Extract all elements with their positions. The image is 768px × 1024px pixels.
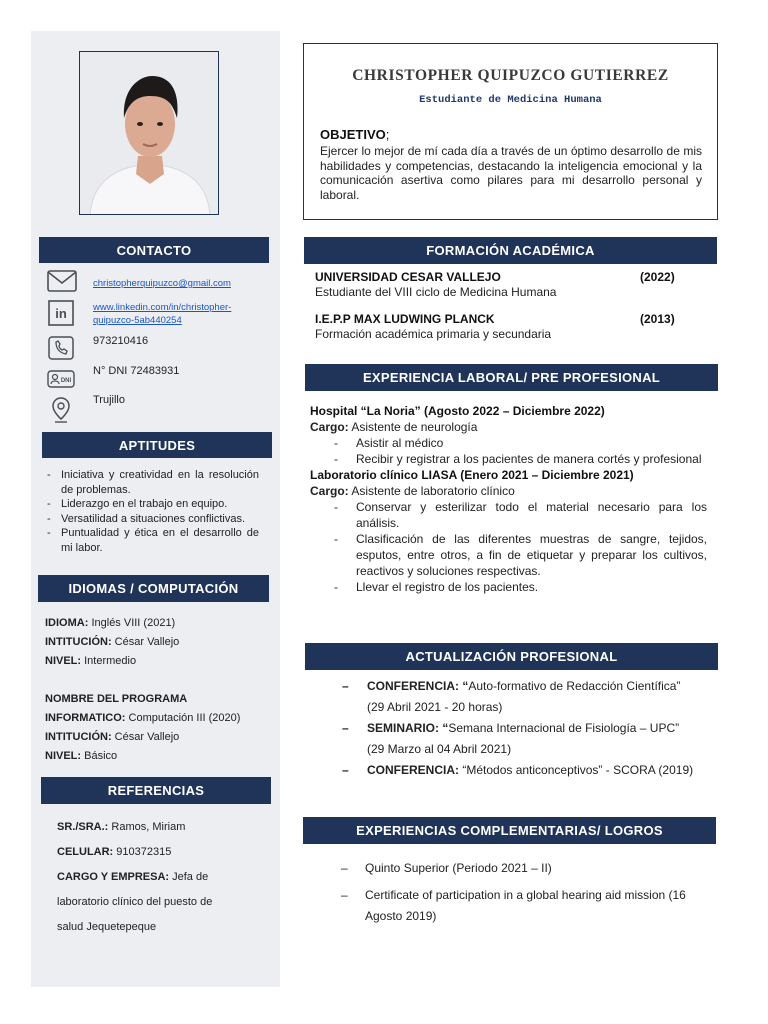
references-title: REFERENCIAS [107, 783, 205, 798]
list-item [305, 760, 695, 781]
inst-value: César Vallejo [114, 636, 180, 648]
update-text-2: Semana Internacional de Fisiología – UPC” (29 Marzo al 04 Abril 2021) [367, 721, 680, 756]
ref-job-1: Jefa de [172, 871, 209, 883]
achievements-title: EXPERIENCIAS COMPLEMENTARIAS/ LOGROS [356, 823, 663, 838]
languages-block [45, 614, 275, 766]
objective-text: Ejercer lo mejor de mí cada día a través de un óptimo desarrollo de mis habilidades y competencias, destacando la inteligencia emocional y la comunicación asertiva como pilares para mi desarrollo personal y laboral. [320, 144, 702, 202]
list-item: - Liderazgo en el trabajo en equipo. [41, 497, 259, 512]
references-header [41, 777, 271, 804]
id-card-icon [46, 368, 76, 390]
aptitudes-list [41, 468, 259, 564]
email-link[interactable]: christopherquipuzco@gmail.com [93, 278, 231, 289]
list-item: - Llevar el registro de los pacientes. [310, 579, 707, 595]
edu-school-1: UNIVERSIDAD CESAR VALLEJO [315, 270, 501, 284]
list-item: - Puntualidad y ética en el desarrollo de mi labor. [41, 526, 259, 555]
cv-name: CHRISTOPHER QUIPUZCO GUTIERREZ [352, 67, 669, 84]
objective-title: OBJETIVO [320, 127, 386, 142]
lang-label: IDIOMA: [45, 617, 89, 629]
experience-header [305, 364, 718, 391]
cv-subtitle: Estudiante de Medicina Humana [419, 94, 602, 106]
experience-block [310, 403, 707, 595]
ref-phone-label: CELULAR: [57, 846, 114, 858]
edu-year-1: (2022) [640, 270, 675, 284]
list-item [305, 676, 695, 718]
inst2-label: INTITUCIÓN: [45, 731, 112, 743]
inst2-value: César Vallejo [114, 731, 180, 743]
objective: OBJETIVO; Ejercer lo mejor de mí cada día a través de un óptimo desarrollo de mis habilidades y competencias, destacando la inteligencia emocional y la comunicación asertiva como pilares para mi desarrollo personal y laboral. [320, 127, 702, 202]
list-item: - Clasificación de las diferentes muestras de sangre, tejidos, esputos, entre otros, a fin de etiquetar y preparar los cultivos, reactivos y soluciones respectivas. [310, 531, 707, 579]
languages-header [38, 575, 269, 602]
list-item: - Versatilidad a situaciones conflictivas. [41, 512, 259, 527]
update-text-3: “Métodos anticonceptivos” - SCORA (2019) [462, 763, 694, 777]
update-label-3: CONFERENCIA: [367, 763, 463, 777]
profile-photo [79, 51, 219, 215]
list-item: – Quinto Superior (Periodo 2021 – II) [304, 858, 714, 879]
update-label-1: CONFERENCIA: “ [367, 679, 469, 693]
list-item: - Iniciativa y creatividad en la resolución de problemas. [41, 468, 259, 497]
updates-title: ACTUALIZACIÓN PROFESIONAL [405, 649, 618, 664]
linkedin-link[interactable]: www.linkedin.com/in/christopher-quipuzco-5ab440254 [93, 302, 232, 326]
references-block [57, 815, 267, 940]
edu-desc-2: Formación académica primaria y secundaria [315, 327, 552, 341]
program-value: Computación III (2020) [128, 712, 241, 724]
list-item: - Asistir al médico [310, 435, 707, 451]
update-text-1: Auto-formativo de Redacción Científica” (29 Abril 2021 - 20 horas) [367, 679, 681, 714]
list-item: - Conservar y esterilizar todo el material necesario para los análisis. [310, 499, 707, 531]
header-box [303, 43, 718, 220]
ref-job-2: laboratorio clínico del puesto de [57, 896, 213, 908]
edu-year-2: (2013) [640, 312, 675, 326]
education-header [304, 237, 717, 264]
lang-value: Inglés VIII (2021) [91, 617, 176, 629]
linkedin-icon [46, 299, 76, 327]
ref-name: Ramos, Miriam [111, 821, 186, 833]
program-label: NOMBRE DEL PROGRAMA [45, 693, 188, 705]
update-label-2: SEMINARIO: “ [367, 721, 449, 735]
list-item: – Certificate of participation in a global hearing aid mission (16 Agosto 2019) [304, 885, 714, 927]
education-title: FORMACIÓN ACADÉMICA [426, 243, 595, 258]
person-photo-icon [80, 52, 219, 215]
ref-job-3: salud Jequetepeque [57, 921, 157, 933]
phone-number: 973210416 [93, 335, 149, 347]
updates-list [305, 676, 695, 781]
achievements-list [304, 858, 714, 927]
level-value: Intermedio [84, 655, 137, 667]
ref-phone: 910372315 [116, 846, 172, 858]
program-label-2: INFORMATICO: [45, 712, 126, 724]
job2-cargo: Asistente de laboratorio clínico [351, 484, 515, 498]
edu-school-2: I.E.P.P MAX LUDWING PLANCK [315, 312, 495, 326]
envelope-icon [46, 268, 78, 294]
level2-label: NIVEL: [45, 750, 82, 762]
experience-title: EXPERIENCIA LABORAL/ PRE PROFESIONAL [362, 370, 661, 385]
aptitudes-header [42, 432, 272, 458]
list-item: - Recibir y registrar a los pacientes de manera cortés y profesional [310, 451, 707, 467]
job2-head: Laboratorio clínico LIASA (Enero 2021 – Diciembre 2021) [310, 468, 634, 482]
contact-header [39, 237, 269, 263]
ref-job-label: CARGO Y EMPRESA: [57, 871, 170, 883]
phone-icon [46, 335, 76, 361]
updates-header [305, 643, 718, 670]
list-item [305, 718, 695, 760]
dni-number: N° DNI 72483931 [93, 365, 180, 377]
city: Trujillo [93, 394, 125, 406]
inst-label: INTITUCIÓN: [45, 636, 112, 648]
ref-name-label: SR./SRA.: [57, 821, 109, 833]
svg-text:in: in [55, 306, 67, 321]
job1-head: Hospital “La Noria” (Agosto 2022 – Diciembre 2022) [310, 404, 605, 418]
level2-value: Básico [84, 750, 118, 762]
job1-cargo-label: Cargo: [310, 420, 349, 434]
edu-desc-1: Estudiante del VIII ciclo de Medicina Humana [315, 285, 557, 299]
job2-cargo-label: Cargo: [310, 484, 349, 498]
contact-title: CONTACTO [116, 242, 192, 258]
languages-title: IDIOMAS / COMPUTACIÓN [68, 581, 239, 596]
aptitudes-title: APTITUDES [118, 437, 196, 453]
level-label: NIVEL: [45, 655, 82, 667]
location-pin-icon [50, 396, 72, 424]
svg-text:DNI: DNI [60, 378, 72, 384]
achievements-header [303, 817, 716, 844]
job1-cargo: Asistente de neurología [351, 420, 478, 434]
